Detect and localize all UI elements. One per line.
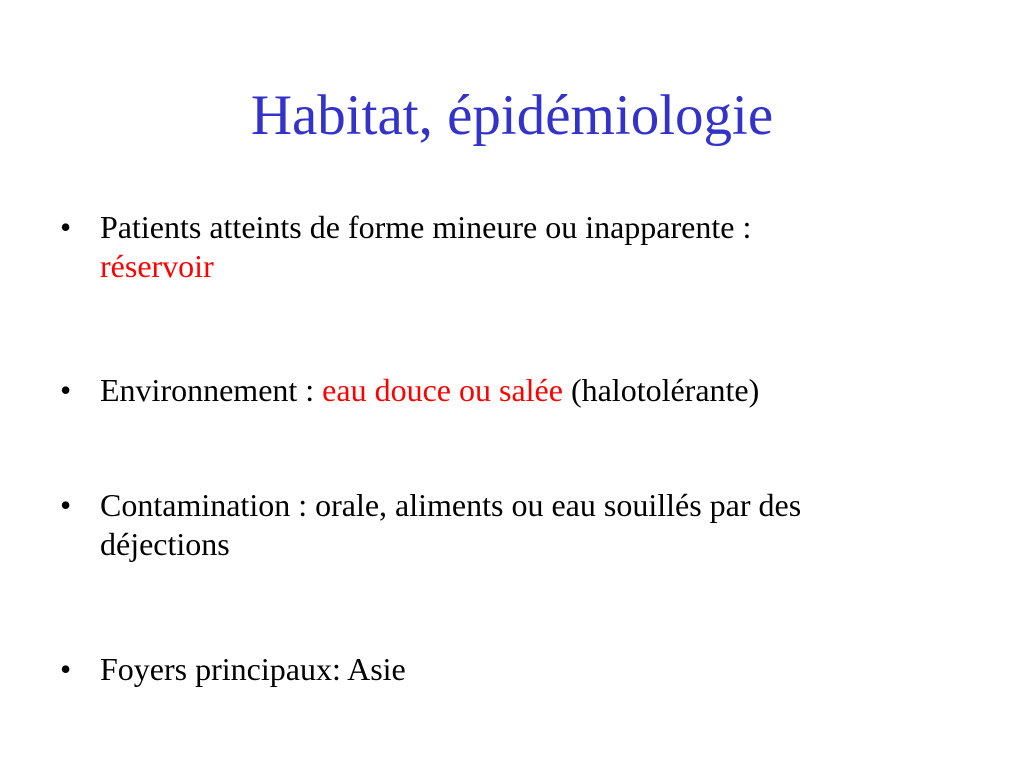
- bullet-item-contamination: [60, 486, 960, 564]
- bullet-marker: •: [60, 209, 72, 245]
- bullet-text-plain: Environnement :: [100, 372, 323, 408]
- bullet-text-highlight: eau douce ou salée: [322, 372, 563, 408]
- slide-title: Habitat, épidémiologie: [250, 84, 774, 147]
- bullet-item-patients: [60, 208, 960, 286]
- bullet-text-highlight: réservoir: [100, 248, 214, 284]
- bullet-text: Contamination : orale, aliments ou eau souillés par des déjections: [100, 487, 802, 562]
- bullet-text: [100, 371, 960, 410]
- bullet-marker: •: [60, 487, 72, 523]
- bullet-text-after: (halotolérante): [562, 372, 760, 408]
- bullet-marker: •: [60, 651, 72, 687]
- bullet-text: [100, 208, 960, 286]
- bullet-text: Foyers principaux: Asie: [100, 651, 406, 687]
- bullet-item-environnement: [60, 371, 960, 410]
- bullet-text-plain: Patients atteints de forme mineure ou inapparente :: [100, 209, 752, 245]
- bullet-marker: •: [60, 372, 72, 408]
- bullet-item-foyers: [60, 650, 960, 689]
